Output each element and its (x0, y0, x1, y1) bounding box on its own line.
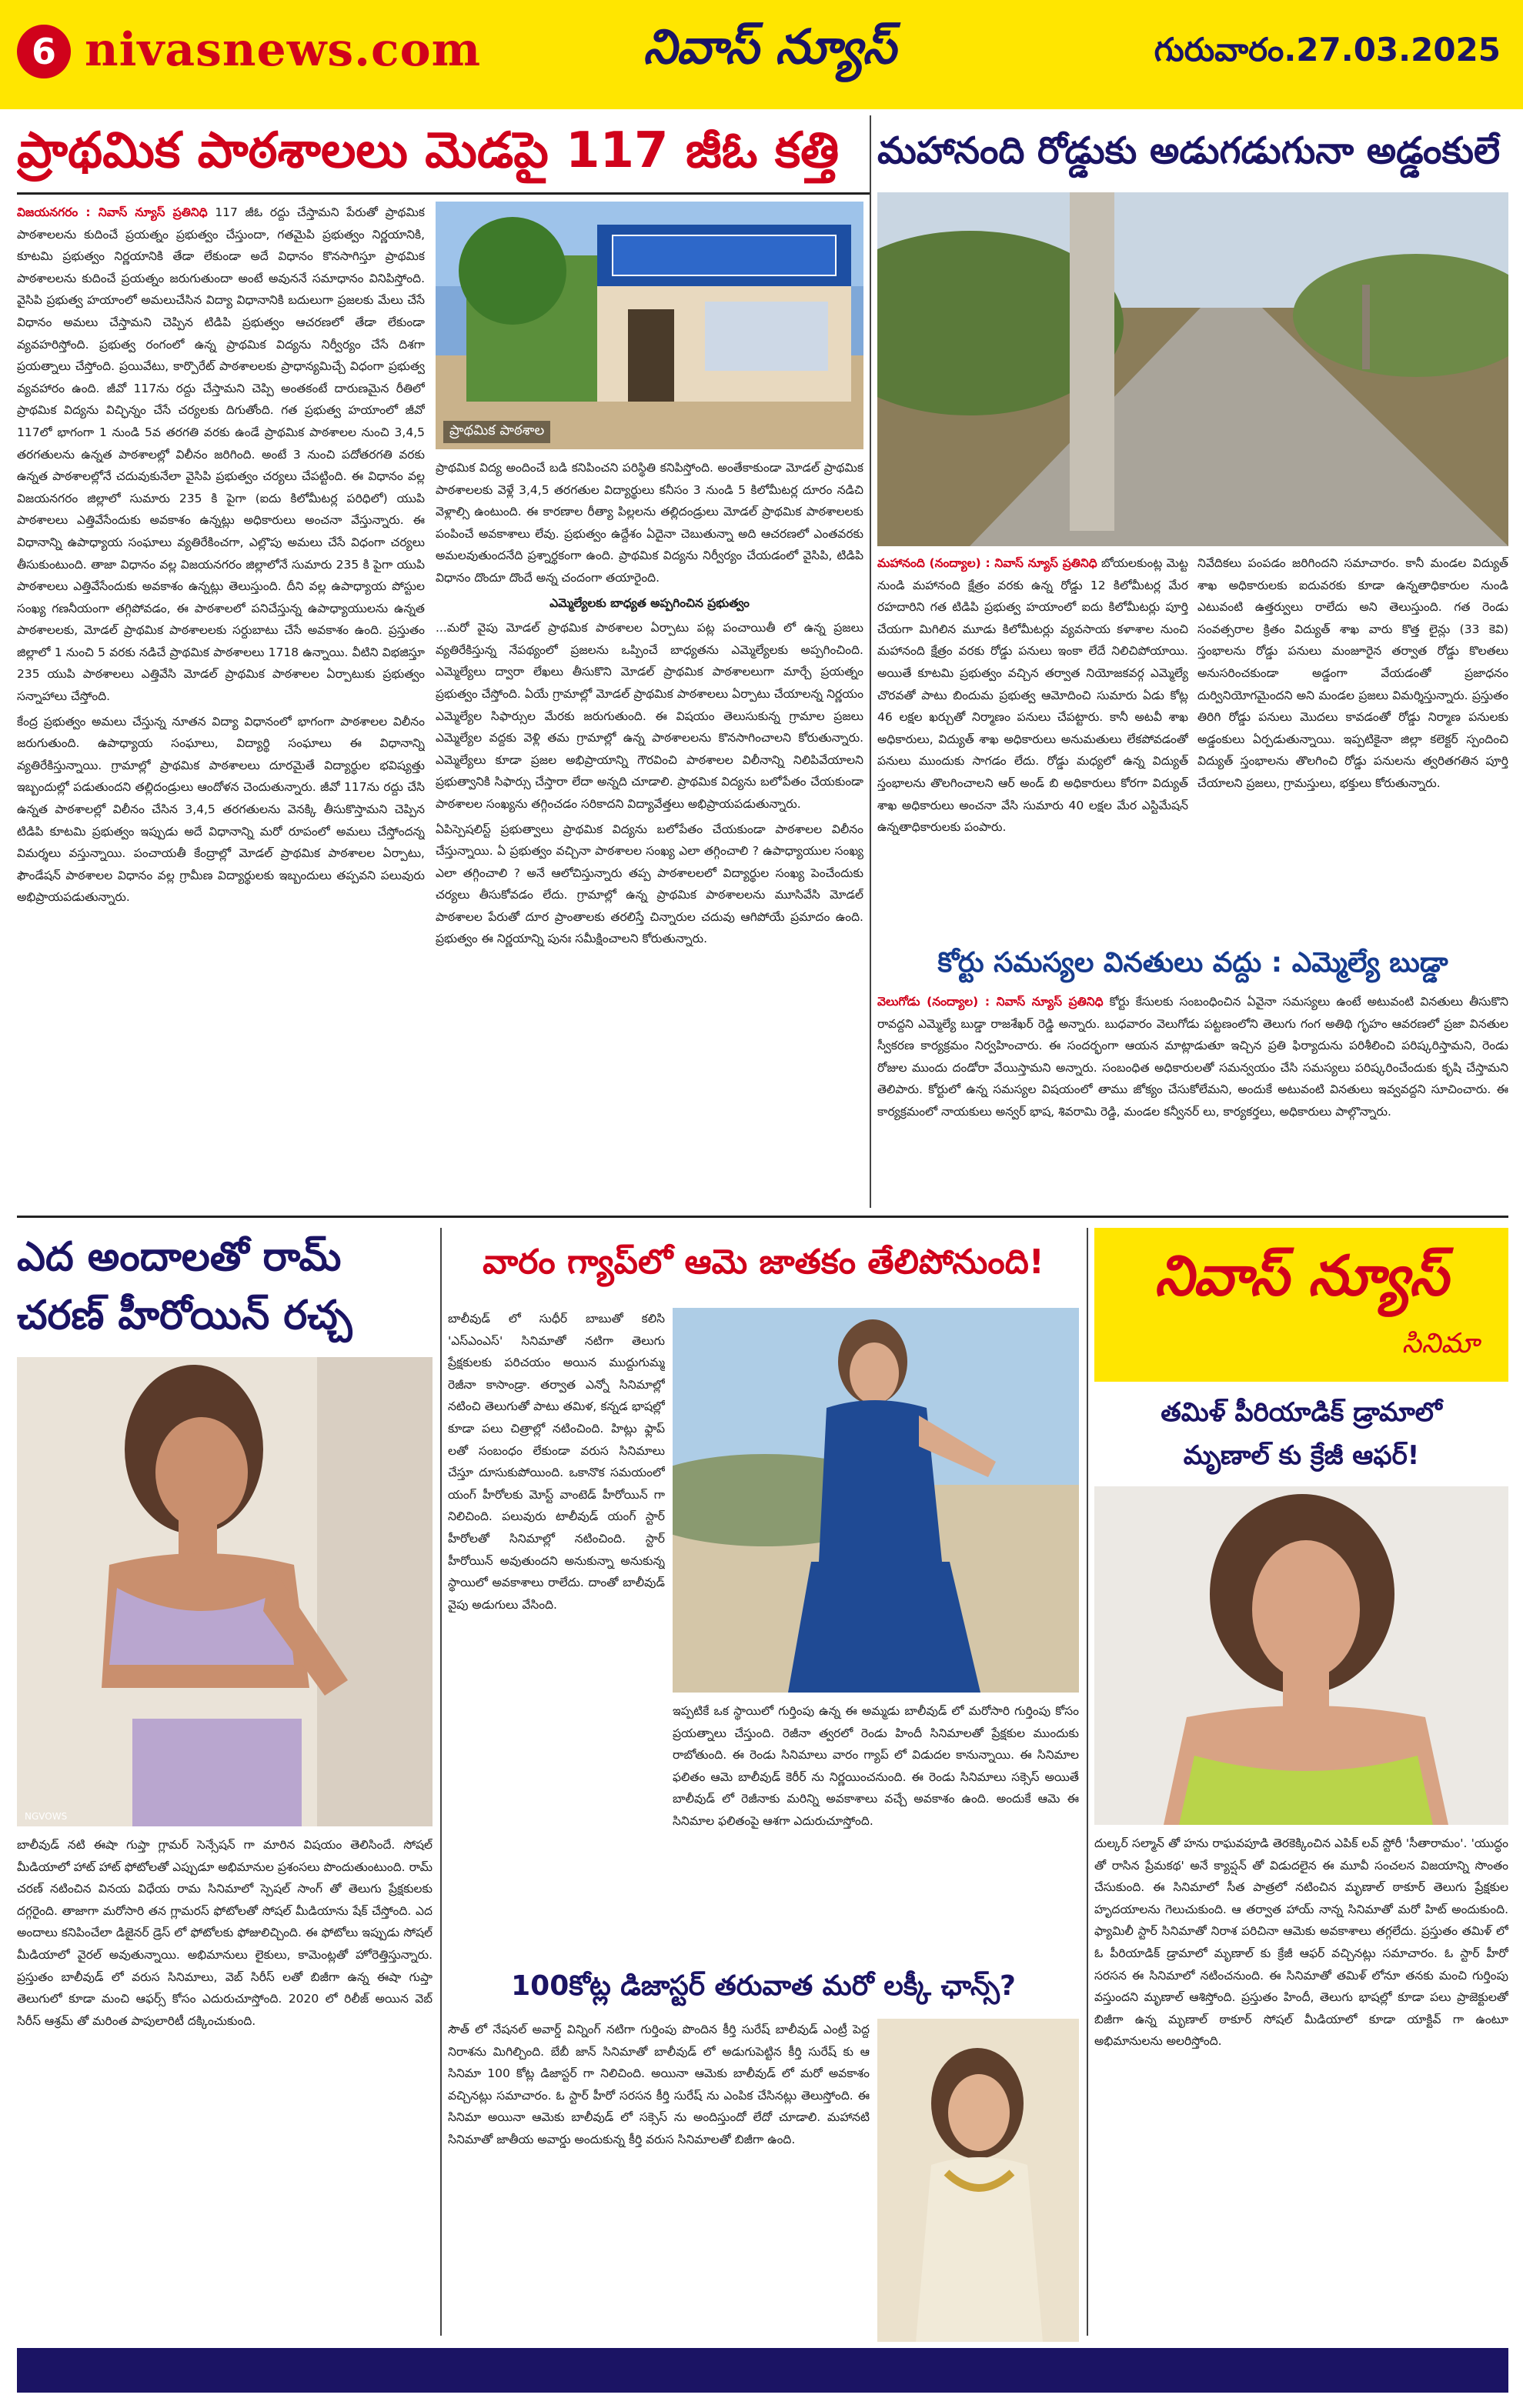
cinema4-body (1094, 1833, 1508, 2342)
cinema2-photo (673, 1308, 1079, 1693)
story2-headline: మహానంది రోడ్డుకు అడుగడుగునా అడ్డంకులే (877, 129, 1501, 172)
story1-paragraph-2: కేంద్ర ప్రభుత్వం అమలు చేస్తున్న నూతన విద్యా విధానంలో భాగంగా పాఠశాలల విలీనం జరుగుతుంది. ఉపాధ్యాయ సంఘాలు, విద్యార్థి సంఘాలు ఈ విధానాన్ని వ్యతిరేకిస్తున్నాయి. గ్రామాల్లో ప్రాథమిక పాఠశాలలు దూరమైతే విద్యార్థుల భవిష్యత్తు ఇబ్బందుల్లో పడుతుందని తల్లిదండ్రులు ఆందోళన చెందుతున్నారు. జీవో 117ను రద్దు చేసి ఉన్నత పాఠశాలల్లో విలీనం చేసిన 3,4,5 తరగతులను వెనక్కి తీసుకొస్తామని చెప్పిన టిడిపి కూటమి ప్రభుత్వం ఇప్పుడు అదే విధానాన్ని మరో రూపంలో అమలు చేస్తోందన్న విమర్శలు వస్తున్నాయి. పంచాయతీ కేంద్రాల్లో మోడల్ ప్రాథమిక పాఠశాలల ఏర్పాటు, ఫౌండేషన్ పాఠశాలల విధానం వల్ల గ్రామీణ విద్యార్థులకు ఇబ్బందులు తప్పవని పలువురు అభిప్రాయపడుతున్నారు. (17, 714, 425, 905)
cinema2-paragraph-2: ఇప్పటికే ఒక స్థాయిలో గుర్తింపు ఉన్న ఈ అమ్మడు బాలీవుడ్ లో మరోసారి గుర్తింపు కోసం ప్రయత్నాలు చేస్తుంది. రెజీనా త్వరలో రెండు హిందీ సినిమాలతో ప్రేక్షకుల ముందుకు రాబోతుంది. ఈ రెండు సినిమాలు వారం గ్యాప్ లో విడుదల కానున్నాయి. ఈ సినిమాల ఫలితం ఆమె బాలీవుడ్ కెరీర్ ను నిర్ణయించనుంది. ఈ రెండు సినిమాలు సక్సెస్ అయితే బాలీవుడ్ లో రెజీనాకు మరిన్ని అవకాశాలు వచ్చే అవకాశం ఉంది. అందుకే ఆమె ఈ సినిమాల ఫలితంపై ఆశగా ఎదురుచూస్తోంది. (673, 1704, 1079, 1828)
cinema4-headline-line1: తమిళ్ పీరియాడిక్ డ్రామాలో (1161, 1397, 1442, 1428)
cinema2-paragraph-1: బాలీవుడ్ లో సుధీర్ బాబుతో కలిసి 'ఎస్ఎంఎస్' సినిమాతో నటిగా తెలుగు ప్రేక్షకులకు పరిచయం అయిన ముద్దుగుమ్మ రెజీనా కాసాండ్రా. తర్వాత ఎన్నో సినిమాల్లో నటించి తెలుగుతో పాటు తమిళ, కన్నడ భాషల్లో కూడా పలు చిత్రాల్లో నటించింది. హిట్లు ఫ్లాప్ లతో సంబంధం లేకుండా వరుస సినిమాలు చేస్తూ దూసుకుపోయింది. ఒకానొక సమయంలో యంగ్ హీరోలకు మోస్ట్ వాంటెడ్ హీరోయిన్ గా నిలిచింది. పలువురు టాలీవుడ్ యంగ్ స్టార్ హీరోలతో సినిమాల్లో నటించింది. స్టార్ హీరోయిన్ అవుతుందని అనుకున్నా అనుకున్న స్థాయిలో అవకాశాలు రాలేదు. దాంతో బాలీవుడ్ వైపు అడుగులు వేసింది. (448, 1312, 665, 1612)
cinema-brand-title: నివాస్ న్యూస్ (1154, 1243, 1448, 1308)
story1-paragraph-1: 117 జీఓ రద్దు చేస్తామని పేరుతో ప్రాథమిక పాఠశాలలను కుదించే ప్రయత్నం ప్రభుత్వం చేస్తుందా, గతమైపి ప్రభుత్వం నిర్ణయానికి, కూటమి ప్రభుత్వం నిర్ణయానికి తేడా లేకుండా అదే విధానం కొనసాగిస్తూ ప్రాథమిక పాఠశాలలను కుదించే ప్రయత్నం జరుగుతుందా అంటే అవుననే సమాధానం వినిపిస్తోంది. వైసిపి ప్రభుత్వ హయాంలో అమలుచేసిన విద్యా విధానానికి బదులుగా ప్రజలకు మేలు చేసే విధానం అమలు చేస్తామని చెప్పిన టిడిపి ప్రభుత్వం ఆచరణలో తేడా లేకుండా వ్యవహరిస్తోంది. ప్రభుత్వ రంగంలో ఉన్న ప్రాథమిక విద్యను నిర్వీర్యం చేసే దిశగా ప్రయత్నాలు చేస్తోంది. ప్రయివేటు, కార్పొరేట్ పాఠశాలలకు ప్రాధాన్యమిచ్చే విధంగా ప్రభుత్వ వ్యవహారం ఉంది. జీవో 117ను రద్దు చేస్తామని చెప్పి అంతకంటే దారుణమైన రీతిలో ప్రాథమిక విద్యను విచ్ఛిన్నం చేసే చర్యలకు దిగుతోంది. గత ప్రభుత్వ హయాంలో జీవో 117లో భాగంగా 1 నుండి 5వ తరగతి వరకు ఉండే ప్రాథమిక పాఠశాలల నుంచి 3,4,5 తరగతులను ఉన్నత పాఠశాలల్లో విలీనం జరిగింది. అంటే 3 నుంచి పదోతరగతి వరకు ఉన్నత పాఠశాలల్లోనే చదువుకునేలా వైసిపి ప్రభుత్వం చర్యలు చేపట్టింది. ఈ విధానం వల్ల విజయనగరం జిల్లాలో సుమారు 235 కి పైగా (ఐదు కిలోమీటర్ల పరిధిలో) యుపి పాఠశాలలు ఎత్తివేసేందుకు అవకాశం ఉన్నట్లు అధికారులు అంచనా వేస్తున్నారు. ఈ విధానాన్ని ఉపాధ్యాయ సంఘాలు వ్యతిరేకించగా, ఎల్లొపు అమలు చేసే విధంగా చర్యలు తీసుకుంటుంది. తాజా విధానం వల్ల విజయనగరం జిల్లాలోనే సుమారు 235 కి పైగా యుపి పాఠశాలలు ఎత్తివేసేందుకు అవకాశం ఉన్నట్లు తెలుస్తుంది. దీని వల్ల ఉపాధ్యాయ పోస్టుల సంఖ్య గణనీయంగా తగ్గిపోవడం, ఈ పాఠశాలలో పనిచేస్తున్న ఉపాధ్యాయులను ఉన్నత పాఠశాలలకు, మోడల్ ప్రాథమిక పాఠశాలలకు సర్దుబాటు చేసే అవకాశం ఉంది. ప్రస్తుతం జిల్లాలో 1 నుంచి 5 వరకు నడిచే ప్రాథమిక పాఠశాలలు 1718 ఉన్నాయి. వీటిని విభజిస్తూ 235 యుపి పాఠశాలలు ఎత్తివేసి మోడల్ ప్రాథమిక పాఠశాలల ఏర్పాటుకు ప్రభుత్వం సన్నాహాలు చేస్తోంది. (17, 205, 425, 704)
issue-date: గురువారం.27.03.2025 (1154, 31, 1501, 68)
story1-dateline: విజయనగరం : నివాస్ న్యూస్ ప్రతినిధి (17, 205, 208, 219)
cinema1-photo (17, 1357, 433, 1826)
cinema-brand-box (1094, 1228, 1508, 1382)
story2-paragraph-2: నివేదికలు పంపడం జరిగిందని సమాచారం. కానీ మండల విద్యుత్ శాఖ అధికారులకు ఐదువరకు కూడా ఉన్నతాధికారుల నుండి ఎటువంటి ఉత్తర్వులు రాలేదు అని తెలుస్తుంది. గత రెండు సంవత్సరాల క్రితం విద్యుత్ శాఖ వారు కొత్త లైన్లు (33 కెవి) స్తంభాలను రోడ్డు పనులు మంజూరైన తర్వాత రోడ్డు కొలతలు అనుసరించకుండా అడ్డంగా వేయడంతో ప్రజాధనం దుర్వినియోగమైందని అని మండల ప్రజలు విమర్శిస్తున్నారు. ప్రస్తుతం తిరిగి రోడ్డు పనులు మొదలు కావడంతో రోడ్డు నిర్మాణ పనులకు అడ్డంకులు ఏర్పడుతున్నాయి. ఇప్పటికైనా జిల్లా కలెక్టర్ స్పందించి విద్యుత్ స్తంభాలను తొలగించి రోడ్డు పనులను త్వరితగతిన పూర్తి చేయాలని ప్రజలు, గ్రామస్తులు, భక్తులు కోరుతున్నారు. (1197, 556, 1508, 790)
vertical-divider-top (870, 115, 871, 1208)
story3-headline: కోర్టు సమస్యల వినతులు వద్దు : ఎమ్మెల్యే బుడ్డా (937, 947, 1448, 979)
cinema1-body (17, 1834, 433, 2342)
cinema-brand-subtitle: సినిమా (1401, 1328, 1479, 1359)
horizontal-divider (17, 1216, 1508, 1218)
cinema4-photo (1094, 1486, 1508, 1825)
cinema3-paragraph: సౌత్ లో నేషనల్ అవార్డ్ విన్నింగ్ నటిగా గుర్తింపు పొందిన కీర్తి సురేష్ బాలీవుడ్ ఎంట్రీ పెద్ద నిరాశను మిగిల్చింది. బేబీ జాన్ సినిమాతో బాలీవుడ్ లో అడుగుపెట్టిన కీర్తి సురేష్ కు ఆ సినిమా 100 కోట్ల డిజాస్టర్ గా నిలిచింది. అయినా ఆమెకు బాలీవుడ్ లో మరో అవకాశం వచ్చినట్లు సమాచారం. ఓ స్టార్ హీరో సరసన కీర్తి సురేష్ ను ఎంపిక చేసినట్లు తెలుస్తోంది. ఈ సినిమా అయినా ఆమెకు బాలీవుడ్ లో సక్సెస్ ను అందిస్తుందో లేదో చూడాలి. మహానటి సినిమాతో జాతీయ అవార్డు అందుకున్న కీర్తి వరుస సినిమాలతో బిజీగా ఉంది. (448, 2023, 870, 2146)
story1-column-1 (17, 202, 425, 1208)
cinema2-column-2 (673, 1700, 1079, 1954)
cinema1-headline-line2: చరణ్ హీరోయిన్ రచ్చ (17, 1292, 352, 1339)
cinema2-headline: వారం గ్యాప్‌లో ఆమె జాతకం తేలిపోనుంది! (483, 1242, 1044, 1282)
story2-column-1 (877, 552, 1188, 937)
cinema4-headline-line2: మృణాల్ కు క్రేజీ ఆఫర్! (1183, 1440, 1420, 1471)
story3-dateline: వెలుగోడు (నంద్యాల) : నివాస్ న్యూస్ ప్రతినిధి (877, 995, 1104, 1009)
story1-rule (17, 192, 870, 195)
cinema1-photo-credit: NGVOWS (25, 1811, 68, 1822)
story1-c2-paragraph-1: ప్రాథమిక విద్య అందించే బడి కనిపించని పరిస్థితి కనిపిస్తోంది. అంతేకాకుండా మోడల్ ప్రాథమిక పాఠశాలలకు వెళ్లే 3,4,5 తరగతుల విద్యార్థులు కనీసం 3 నుండి 5 కిలోమీటర్ల దూరం నడిచి వెళ్లాల్సి ఉంటుంది. ఈ కారణాల రీత్యా పిల్లలను తల్లిదండ్రులు మోడల్ ప్రాథమిక పాఠశాలలకు పంపించే అవకాశాలు లేవు. ప్రభుత్వం ఉద్దేశం ఏదైనా చెబుతున్నా అది ఆచరణలో ఎంతవరకు అమలవుతుందనేది ప్రశ్నార్థకంగా ఉంది. ప్రాథమిక విద్యను నిర్వీర్యం చేయడంలో వైసిపి, టిడిపి విధానం దొందూ దొందే అన్న చందంగా తయారైంది. (436, 461, 863, 585)
story2-dateline: మహానంది (నంద్యాల) : నివాస్ న్యూస్ ప్రతినిధి (877, 556, 1097, 570)
road-photo (877, 192, 1508, 546)
website-url[interactable]: nivasnews.com (85, 23, 482, 77)
cinema4-headline (1094, 1391, 1508, 1477)
story2-column-2 (1197, 552, 1508, 937)
cinema1-paragraph: బాలీవుడ్ నటి ఈషా గుప్తా గ్లామర్ సెన్సేషన్ గా మారిన విషయం తెలిసిందే. సోషల్ మీడియాలో హాట్ హాట్ ఫోటోలతో ఎప్పుడూ అభిమానుల ప్రశంసలు పొందుతుంటుంది. రామ్ చరణ్ నటించిన వినయ విధేయ రామ సినిమాలో స్పెషల్ సాంగ్ తో తెలుగు ప్రేక్షకులకు దగ్గరైంది. తాజాగా మరోసారి తన గ్లామరస్ ఫోటోలతో సోషల్ మీడియాను షేక్ చేస్తోంది. ఎద అందాలు కనిపించేలా డిజైనర్ డ్రెస్ లో ఫోటోలకు ఫోజులిచ్చింది. ఈ ఫోటోలు ఇప్పుడు సోషల్ మీడియాలో వైరల్ అవుతున్నాయి. అభిమానులు లైకులు, కామెంట్లతో హోరెత్తిస్తున్నారు. ప్రస్తుతం బాలీవుడ్ లో వరుస సినిమాలు, వెబ్ సిరీస్ లతో బిజీగా ఉన్న ఈషా గుప్తా తెలుగులో కూడా మంచి ఆఫర్స్ కోసం ఎదురుచూస్తోంది. 2020 లో రిలీజ్ అయిన వెబ్ సిరీస్ ఆశ్రమ్ తో మరింత పాపులారిటీ దక్కించుకుంది. (17, 1838, 433, 2028)
story3-paragraph: కోర్టు కేసులకు సంబంధించిన ఏవైనా సమస్యలు ఉంటే అటువంటి వినతులు తీసుకొని రావద్దని ఎమ్మెల్యే బుడ్డా రాజశేఖర్ రెడ్డి అన్నారు. బుధవారం వెలుగోడు పట్టణంలోని తెలుగు గంగ అతిథి గృహం ఆవరణలో ప్రజా వినతుల స్వీకరణ కార్యక్రమం నిర్వహించారు. ఈ సందర్భంగా ఆయన మాట్లాడుతూ ఇచ్చిన ప్రతి ఫిర్యాదును పరిశీలించి పరిష్కరిస్తామని, రెండు రోజుల ముందు దండోరా వేయిస్తామని అన్నారు. సంబంధిత అధికారులతో సమన్వయం చేసి సమస్యలు పరిష్కరించేందుకు కృషి చేస్తామని తెలిపారు. కోర్టులో ఉన్న సమస్యల విషయంలో తాము జోక్యం చేసుకోలేమని, అందుకే అటువంటి వినతులు ఇవ్వవద్దని సూచించారు. ఈ కార్యక్రమంలో నాయకులు అన్వర్ భాష, శివరామి రెడ్డి, మండల కన్వీనర్ లు, కార్యకర్తలు, అధికారులు పాల్గొన్నారు. (877, 995, 1508, 1119)
story1-column-2 (436, 457, 863, 1208)
school-photo-caption: ప్రాథమిక పాఠశాల (443, 421, 550, 443)
school-photo (436, 202, 863, 449)
cinema4-paragraph: దుల్కర్ సల్మాన్ తో హను రాఘవపూడి తెరకెక్కించిన ఎపిక్ లవ్ స్టోరీ 'సీతారామం'. 'యుద్ధం తో రాసిన ప్రేమకథ' అనే క్యాప్షన్ తో విడుదలైన ఈ మూవీ సంచలన విజయాన్ని సొంతం చేసుకుంది. ఈ సినిమాలో సీత పాత్రలో నటించిన మృణాల్ ఠాకూర్ తెలుగు ప్రేక్షకుల హృదయాలను గెలుచుకుంది. ఆ తర్వాత హాయ్ నాన్న సినిమాతో మరో హిట్ అందుకుంది. ఫ్యామిలీ స్టార్ సినిమాతో నిరాశ పరిచినా ఆమెకు అవకాశాలు తగ్గలేదు. ప్రస్తుతం తమిళ్ లో ఓ పీరియాడిక్ డ్రామాలో మృణాల్ కు క్రేజీ ఆఫర్ వచ్చినట్లు సమాచారం. ఓ స్టార్ హీరో సరసన ఈ సినిమాలో నటించనుంది. ఈ సినిమాతో తమిళ్ లోనూ తనకు మంచి గుర్తింపు వస్తుందని మృణాల్ ఆశిస్తోంది. ప్రస్తుతం హిందీ, తెలుగు భాషల్లో కూడా పలు ప్రాజెక్టులతో బిజీగా ఉన్న మృణాల్ ఠాకూర్ సోషల్ మీడియాలో కూడా యాక్టివ్ గా ఉంటూ అభిమానులను అలరిస్తోంది. (1094, 1836, 1508, 2049)
vertical-divider-bottom-1 (440, 1228, 442, 2336)
story1-subhead: ఎమ్మెల్యేలకు బాధ్యత అప్పగించిన ప్రభుత్వం (549, 595, 750, 610)
masthead-title: నివాస్ న్యూస్ (643, 18, 897, 75)
story1-c2-paragraph-3: ఏపిస్పెషలిస్ట్ ప్రభుత్వాలు ప్రాథమిక విద్యను బలోపేతం చేయకుండా పాఠశాలల విలీనం చేస్తున్నాయి. ఏ ప్రభుత్వం వచ్చినా పాఠశాలల సంఖ్య ఎలా తగ్గించాలి ? ఉపాధ్యాయుల సంఖ్య ఎలా తగ్గించాలి ? అనే ఆలోచిస్తున్నారు తప్ప పాఠశాలలలో విద్యార్థుల సంఖ్య పెంచేందుకు చర్యలు తీసుకోవడం లేదు. గ్రామాల్లో ఉన్న ప్రాథమిక పాఠశాలలను మూసివేసి మోడల్ పాఠశాలల పేరుతో దూర ప్రాంతాలకు తరలిస్తే చిన్నారుల చదువు ఆగిపోయే ప్రమాదం ఉంది. ప్రభుత్వం ఈ నిర్ణయాన్ని పునః సమీక్షించాలని కోరుతున్నారు. (436, 822, 863, 946)
cinema1-headline-line1: ఎద అందాలతో రామ్ (17, 1234, 342, 1280)
story1-c2-paragraph-2: ...మరో వైపు మోడల్ ప్రాథమిక పాఠశాలల ఏర్పాటు పట్ల పంచాయితీ లో ఉన్న ప్రజలు వ్యతిరేకిస్తున్న నేపథ్యంలో ప్రజలను ఒప్పించే బాధ్యతను ఎమ్మెల్యేలకు అప్పగించింది. ఎమ్మెల్యేలు ద్వారా లేఖలు తీసుకొని మోడల్ ప్రాథమిక పాఠశాలలుగా మార్చే ప్రయత్నం ప్రభుత్వం చేస్తోంది. ఏయే గ్రామాల్లో మోడల్ ప్రాథమిక పాఠశాలలు ఏర్పాటు చేయాలన్న నిర్ణయం ఎమ్మెల్యేల సిఫార్సుల మేరకు జరుగుతుంది. ఈ విషయం తెలుసుకున్న గ్రామాల ప్రజలు ఎమ్మెల్యేల వద్దకు వెళ్లి తమ గ్రామాల్లో ఉన్న పాఠశాలలను కొనసాగించాలని కోరుతున్నారు. ఎమ్మెల్యేలు కూడా ప్రజల అభిప్రాయాన్ని గౌరవించి పాఠశాలల విలీనాన్ని నిలిపివేయాలని ప్రభుత్వానికి సిఫార్సు చేస్తారా లేదా అన్నది చూడాలి. ప్రాథమిక విద్యను బలోపేతం చేయకుండా పాఠశాలల సంఖ్యను తగ్గించడం సరికాదని విద్యావేత్తలు అభిప్రాయపడుతున్నారు. (436, 621, 863, 811)
vertical-divider-bottom-2 (1087, 1228, 1088, 2336)
story3-body (877, 991, 1508, 1208)
footer-bar (17, 2348, 1508, 2393)
page-number-badge: 6 (17, 25, 71, 78)
cinema1-headline (17, 1228, 448, 1345)
cinema2-column-1 (448, 1308, 665, 2000)
cinema3-headline: 100కోట్ల డిజాస్టర్ తరువాత మరో లక్కీ ఛాన్స్? (511, 1970, 1016, 2002)
story2-paragraph-1: బోయలకుంట్ల మెట్ట నుండి మహానంది క్షేత్రం వరకు ఉన్న రోడ్డు 12 కిలోమీటర్ల మేర రహదారిని గత టిడిపి ప్రభుత్వ హయాంలో ఐదు కిలోమీటర్లు పూర్తి చేయగా మిగిలిన మూడు కిలోమీటర్లు వ్యవసాయ కళాశాల నుంచి మహానంది క్షేత్రం వరకు రోడ్డు పనులు ఇంకా లేదే నిలిచిపోయాయి. అయితే కూటమి ప్రభుత్వం వచ్చిన తర్వాత నియోజకవర్గ ఎమ్మెల్యే చొరవతో పాటు బిందుమ ప్రభుత్వ ఆమోదించి సుమారు ఏడు కోట్ల 46 లక్షల ఖర్చుతో నిర్మాణం పనులు చేపట్టారు. కానీ అటవీ శాఖ అధికారులు, విద్యుత్ శాఖ అధికారులు అనుమతులు లేకపోవడంతో పనులు ముందుకు సాగడం లేదు. రోడ్డు మధ్యలో ఉన్న విద్యుత్ స్తంభాలను తొలగించాలని ఆర్ అండ్ బి అధికారులు కోరగా విద్యుత్ శాఖ అధికారులు అంచనా వేసి సుమారు 40 లక్షల మేర ఎస్టిమేషన్ ఉన్నతాధికారులకు పంపారు. (877, 556, 1188, 835)
story1-headline: ప్రాథమిక పాఠశాలలు మెడపై 117 జీఓ కత్తి (17, 122, 840, 179)
cinema3-side-photo (877, 2019, 1079, 2342)
cinema3-body (448, 2019, 870, 2342)
